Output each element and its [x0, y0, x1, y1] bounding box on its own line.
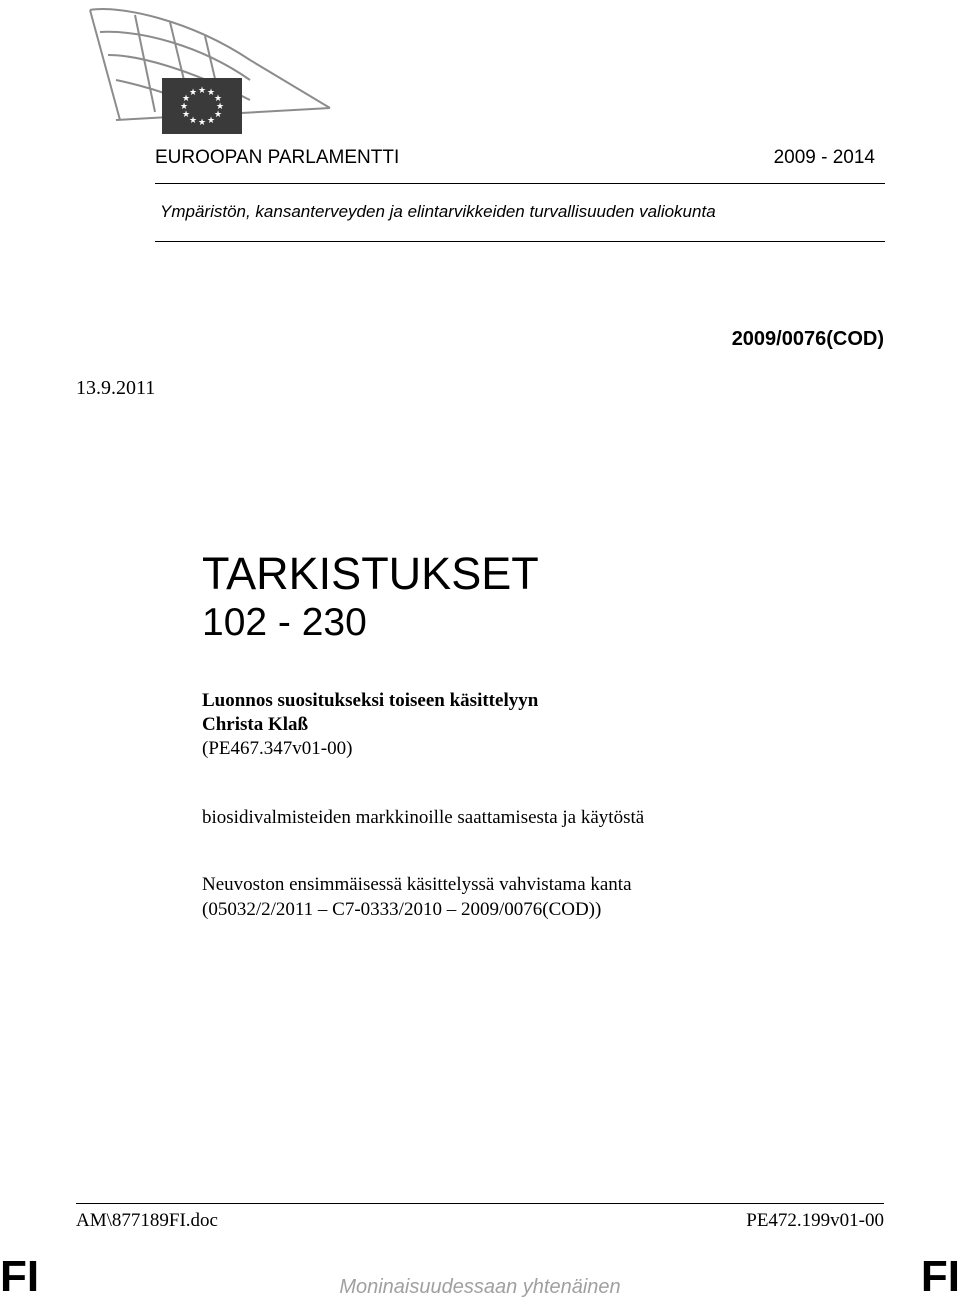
- svg-text:★: ★: [181, 94, 191, 104]
- file-reference: AM\877189FI.doc: [76, 1210, 218, 1231]
- svg-text:★: ★: [213, 110, 223, 120]
- document-date: 13.9.2011: [76, 377, 156, 399]
- committee-name: Ympäristön, kansanterveyden ja elintarvikkeiden turvallisuuden valiokunta: [160, 202, 716, 221]
- council-position: Neuvoston ensimmäisessä käsittelyssä vahvistama kanta: [202, 874, 632, 895]
- svg-text:★: ★: [188, 116, 198, 126]
- pe-number: PE472.199v01-00: [746, 1210, 884, 1231]
- svg-text:★: ★: [213, 94, 223, 104]
- parliamentary-term: 2009 - 2014: [773, 147, 875, 168]
- svg-text:★: ★: [179, 102, 189, 112]
- document-title: TARKISTUKSET: [202, 548, 539, 599]
- committee-divider: [155, 241, 885, 242]
- svg-text:★: ★: [215, 102, 225, 112]
- document-subject: biosidivalmisteiden markkinoille saattamisesta ja käytöstä: [202, 807, 645, 828]
- parliament-name: EUROOPAN PARLAMENTTI: [155, 147, 400, 168]
- rapporteur-name: Christa Klaß: [202, 714, 309, 735]
- svg-text:★: ★: [206, 88, 216, 98]
- european-parliament-logo-icon: [80, 0, 340, 140]
- report-type: Luonnos suositukseksi toiseen käsittelyyn: [202, 690, 539, 711]
- language-code-right: FI: [920, 1252, 960, 1301]
- amendment-range: 102 - 230: [202, 601, 367, 644]
- procedure-number: 2009/0076(COD): [731, 328, 884, 350]
- svg-text:★: ★: [181, 110, 191, 120]
- pe-reference: (PE467.347v01-00): [202, 738, 353, 759]
- eu-motto: Moninaisuudessaan yhtenäinen: [339, 1276, 621, 1298]
- svg-text:★: ★: [188, 88, 198, 98]
- svg-text:★: ★: [206, 116, 216, 126]
- header-divider: [155, 183, 885, 184]
- svg-text:★: ★: [197, 86, 207, 96]
- footer-divider: [76, 1203, 884, 1204]
- svg-text:★: ★: [197, 118, 207, 128]
- council-position-reference: (05032/2/2011 – C7-0333/2010 – 2009/0076(COD)): [202, 899, 602, 920]
- language-code-left: FI: [0, 1252, 40, 1301]
